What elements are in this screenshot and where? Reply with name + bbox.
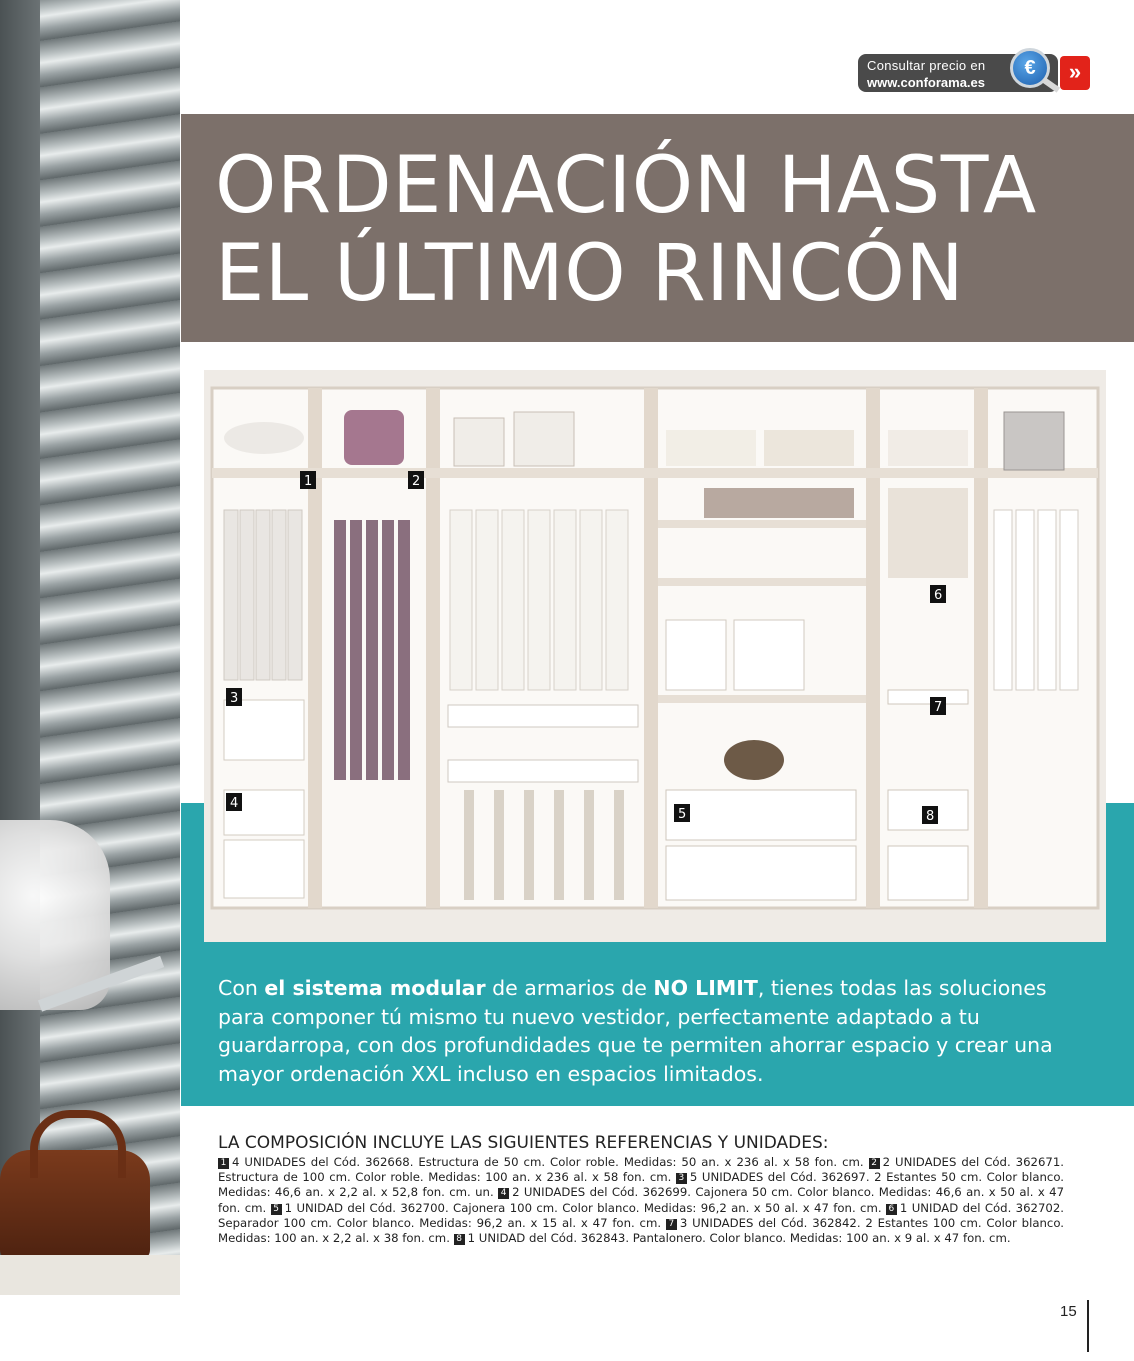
marker-8-label: 8 xyxy=(926,809,935,824)
composition-item-7-num: 7 xyxy=(666,1219,677,1230)
composition-item-1-num: 1 xyxy=(218,1158,229,1169)
intro-paragraph xyxy=(218,974,1070,1088)
composition-list xyxy=(218,1155,1064,1246)
marker-1 xyxy=(300,471,316,489)
page-number-rule xyxy=(1087,1300,1089,1352)
marker-1-label: 1 xyxy=(304,474,313,489)
marker-5 xyxy=(674,804,690,822)
intro-text-2: de armarios de xyxy=(485,976,654,1000)
left-decor-photo xyxy=(0,0,180,1295)
composition-item-4-num: 4 xyxy=(498,1188,509,1199)
composition-item-4-text: 2 UNIDADES del Cód. 362699. Cajonera 50 cm. Color blanco. Medidas: 46,6 an. x 50 al. x 47 fon. cm. xyxy=(218,1185,1065,1215)
wardrobe-illustration xyxy=(204,370,1106,942)
page-title-line2: EL ÚLTIMO RINCÓN xyxy=(215,229,965,319)
marker-7 xyxy=(930,697,946,715)
composition-item-7-text: 3 UNIDADES del Cód. 362842. 2 Estantes 100 cm. Color blanco. Medidas: 100 an. x 2,2 al. x 38 fon. cm. xyxy=(218,1215,1064,1246)
intro-bold-2: NO LIMIT xyxy=(653,976,758,1000)
handbag-image xyxy=(0,1150,150,1260)
wardrobe-photo xyxy=(204,370,1106,942)
composition-item-5-text: 1 UNIDAD del Cód. 362700. Cajonera 100 cm. Color blanco. Medidas: 96,2 an. x 50 al. x 47 fon. cm. xyxy=(284,1200,886,1215)
price-badge-line1: Consultar precio en xyxy=(867,58,986,73)
composition-item-8-num: 8 xyxy=(454,1234,465,1245)
marker-6 xyxy=(930,585,946,603)
composition-title: LA COMPOSICIÓN INCLUYE LAS SIGUIENTES REFERENCIAS Y UNIDADES: xyxy=(218,1133,829,1153)
page-title-line1: ORDENACIÓN HASTA xyxy=(215,141,1037,231)
marker-5-label: 5 xyxy=(678,807,687,822)
wall-shadow xyxy=(0,0,40,1295)
composition-item-6-text: 1 UNIDAD del Cód. 362702. Separador 100 cm. Color blanco. Medidas: 96,2 an. x 15 al. x 47 fon. cm. xyxy=(218,1200,1064,1230)
page-number: 15 xyxy=(1060,1303,1077,1320)
price-badge[interactable] xyxy=(858,54,1090,92)
header-band xyxy=(181,114,1134,342)
composition-item-3-num: 3 xyxy=(676,1173,687,1184)
price-badge-url[interactable]: www.conforama.es xyxy=(867,75,985,90)
marker-3-label: 3 xyxy=(230,691,239,706)
intro-text-3: , tienes todas las soluciones para componer tú mismo tu nuevo vestidor, perfectamente adaptado a tu guardarropa, con dos profundidades que te permiten ahorrar espacio y crear una mayor ordenación XXL incluso en espacios limitados. xyxy=(218,976,1053,1086)
page-title xyxy=(215,142,1037,318)
marker-7-label: 7 xyxy=(934,700,943,715)
euro-magnifier-icon: € xyxy=(1010,48,1050,88)
double-chevron-right-icon[interactable]: » xyxy=(1060,56,1090,90)
composition-item-8-text: 1 UNIDAD del Cód. 362843. Pantalonero. Color blanco. Medidas: 100 an. x 9 al. x 47 fon. cm. xyxy=(467,1231,1011,1246)
marker-2 xyxy=(408,471,424,489)
marker-8 xyxy=(922,806,938,824)
intro-bold-1: el sistema modular xyxy=(264,976,486,1000)
marker-6-label: 6 xyxy=(934,588,943,603)
composition-item-3-text: 5 UNIDADES del Cód. 362697. 2 Estantes 50 cm. Color blanco. Medidas: 46,6 an. x 2,2 al. x 52,8 fon. cm. un. xyxy=(218,1170,1065,1200)
intro-text-1: Con xyxy=(218,976,265,1000)
marker-4 xyxy=(226,793,242,811)
composition-item-2-num: 2 xyxy=(869,1158,880,1169)
composition-item-5-num: 5 xyxy=(271,1204,282,1215)
rug-image xyxy=(0,1255,180,1295)
marker-4-label: 4 xyxy=(230,796,239,811)
composition-item-1-text: 4 UNIDADES del Cód. 362668. Estructura de 50 cm. Color roble. Medidas: 50 an. x 236 al. x 58 fon. cm. xyxy=(232,1155,869,1169)
marker-3 xyxy=(226,688,242,706)
marker-2-label: 2 xyxy=(412,474,421,489)
composition-item-2-text: 2 UNIDADES del Cód. 362671. Estructura de 100 cm. Color roble. Medidas: 100 an. x 236 al. x 58 fon. cm. xyxy=(218,1155,1064,1185)
composition-item-6-num: 6 xyxy=(886,1204,897,1215)
